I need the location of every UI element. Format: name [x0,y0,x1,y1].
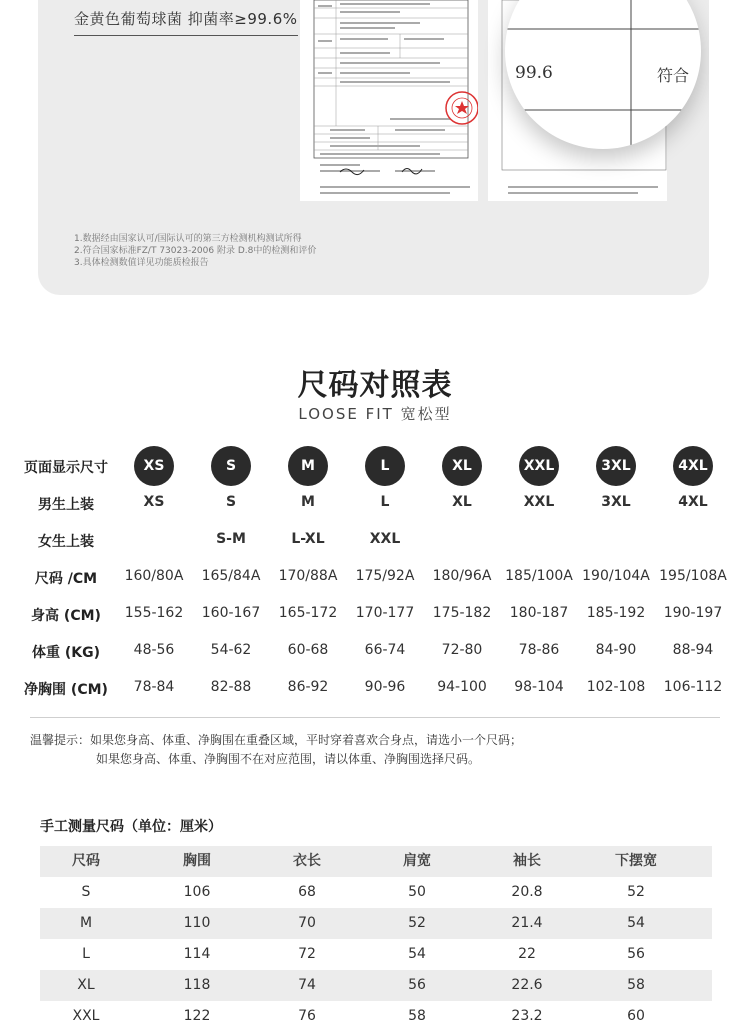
size-row-label: 净胸围 (CM) [24,682,108,698]
size-cell: 175-182 [432,605,492,621]
size-badge: 3XL [596,446,636,486]
size-badge: S [211,446,251,486]
size-chart-title: 尺码对照表 [297,368,453,403]
size-cell: 165-172 [278,605,338,621]
size-badge: XS [134,446,174,486]
table-cell: 56 [627,946,645,962]
table-cell: 58 [408,1008,426,1024]
table-row [40,877,712,908]
size-cell: 82-88 [210,679,252,695]
size-cell: M [301,494,315,510]
test-report-document-image [300,0,478,201]
size-chart-subtitle: LOOSE FIT 宽松型 [298,405,452,423]
size-cell: 102-108 [586,679,646,695]
table-cell: 50 [408,884,426,900]
size-cell: 88-94 [672,642,714,658]
table-header-cell: 胸围 [183,853,211,869]
size-cell: 86-92 [287,679,329,695]
table-row [40,939,712,970]
table-cell: L [82,946,90,962]
size-cell: XXL [523,494,555,510]
size-row-label: 男生上装 [38,497,94,513]
size-cell: 160/80A [124,568,184,584]
table-cell: 54 [408,946,426,962]
size-row-label: 尺码 /CM [34,571,98,587]
size-cell: 84-90 [595,642,637,658]
table-header-cell: 肩宽 [403,853,431,869]
size-cell: L [380,494,390,510]
table-cell: 20.8 [511,884,543,900]
divider [30,717,720,718]
table-cell: 22.6 [511,977,543,993]
size-cell: 60-68 [287,642,329,658]
manual-measure-title: 手工测量尺码（单位：厘米） [40,819,222,835]
size-cell: 180/96A [432,568,492,584]
size-cell: 160-167 [201,605,261,621]
table-cell: 76 [298,1008,316,1024]
table-cell: 74 [298,977,316,993]
size-badge: M [288,446,328,486]
size-cell: 98-104 [514,679,564,695]
table-cell: 122 [183,1008,211,1024]
size-cell: XL [452,494,472,510]
table-row [40,970,712,1001]
table-cell: 110 [183,915,211,931]
table-cell: 52 [408,915,426,931]
test-report-panel [38,0,709,295]
report-notes [74,233,316,269]
size-cell: 165/84A [201,568,261,584]
table-cell: XL [77,977,95,993]
table-cell: S [81,884,91,900]
table-header-cell: 袖长 [513,853,541,869]
size-cell: 66-74 [364,642,406,658]
magnifier-zoom-circle [505,0,701,149]
table-cell: 54 [627,915,645,931]
table-cell: 114 [183,946,211,962]
table-header-cell: 下摆宽 [615,853,657,869]
size-cell: 72-80 [441,642,483,658]
size-row-label: 身高 (CM) [31,608,101,624]
size-cell: 190/104A [582,568,650,584]
size-badge: L [365,446,405,486]
table-cell: 68 [298,884,316,900]
size-cell: 195/108A [659,568,727,584]
size-cell: 175/92A [355,568,415,584]
manual-measure-table [40,846,712,1032]
size-cell: 180-187 [509,605,569,621]
table-header-cell: 尺码 [72,853,100,869]
report-note: 1.数据经由国家认可/国际认可的第三方检测机构测试所得 [74,234,302,244]
table-cell: 106 [183,884,211,900]
size-cell: XXL [369,531,401,547]
report-note: 3.具体检测数值详见功能质检报告 [74,258,209,268]
size-cell: S-M [216,531,246,547]
table-cell: 70 [298,915,316,931]
size-cell: 48-56 [133,642,175,658]
size-cell: 155-162 [124,605,184,621]
size-cell: 4XL [678,494,708,510]
size-badge: 4XL [673,446,713,486]
size-row-label: 页面显示尺寸 [24,460,108,476]
size-tip-line-1: 温馨提示：如果您身高、体重、净胸围在重叠区域，平时穿着喜欢合身点，请选小一个尺码； [30,733,523,747]
table-cell: 23.2 [511,1008,543,1024]
size-cell: 94-100 [437,679,487,695]
table-cell: 21.4 [511,915,543,931]
table-cell: 118 [183,977,211,993]
table-cell: 52 [627,884,645,900]
table-cell: M [79,915,93,931]
report-note: 2.符合国家标准FZ/T 73023-2006 附录 D.8中的检测和评价 [74,246,317,256]
size-cell: 185/100A [505,568,573,584]
size-cell: 90-96 [364,679,406,695]
table-cell: 72 [298,946,316,962]
magnifier-value: 99.6 [515,63,553,83]
table-row [40,1001,712,1032]
table-cell: 60 [627,1008,645,1024]
size-cell: 185-192 [586,605,646,621]
antibacterial-claim: 金黄色葡萄球菌 抑菌率≥99.6% [74,8,298,36]
size-cell: XS [143,494,165,510]
table-cell: 56 [408,977,426,993]
table-header-row [40,846,712,877]
size-row-label: 体重 (KG) [31,645,100,661]
table-row [40,908,712,939]
size-tip-line-2: 如果您身高、体重、净胸围不在对应范围，请以体重、净胸围选择尺码。 [96,752,481,766]
magnifier-result: 符合 [657,66,690,85]
table-cell: XXL [72,1008,100,1024]
size-cell: 78-84 [133,679,175,695]
size-cell: 106-112 [663,679,723,695]
size-cell: 170/88A [278,568,338,584]
table-header-cell: 衣长 [293,853,321,869]
size-cell: L-XL [291,531,325,547]
table-cell: 58 [627,977,645,993]
size-badge: XXL [519,446,559,486]
report-page-illustration [300,0,478,201]
size-cell: S [225,494,237,510]
size-cell: 3XL [601,494,631,510]
size-cell: 190-197 [663,605,723,621]
size-cell: 78-86 [518,642,560,658]
size-cell: 170-177 [355,605,415,621]
size-cell: 54-62 [210,642,252,658]
size-badge: XL [442,446,482,486]
size-row-label: 女生上装 [38,534,94,550]
table-cell: 22 [518,946,536,962]
